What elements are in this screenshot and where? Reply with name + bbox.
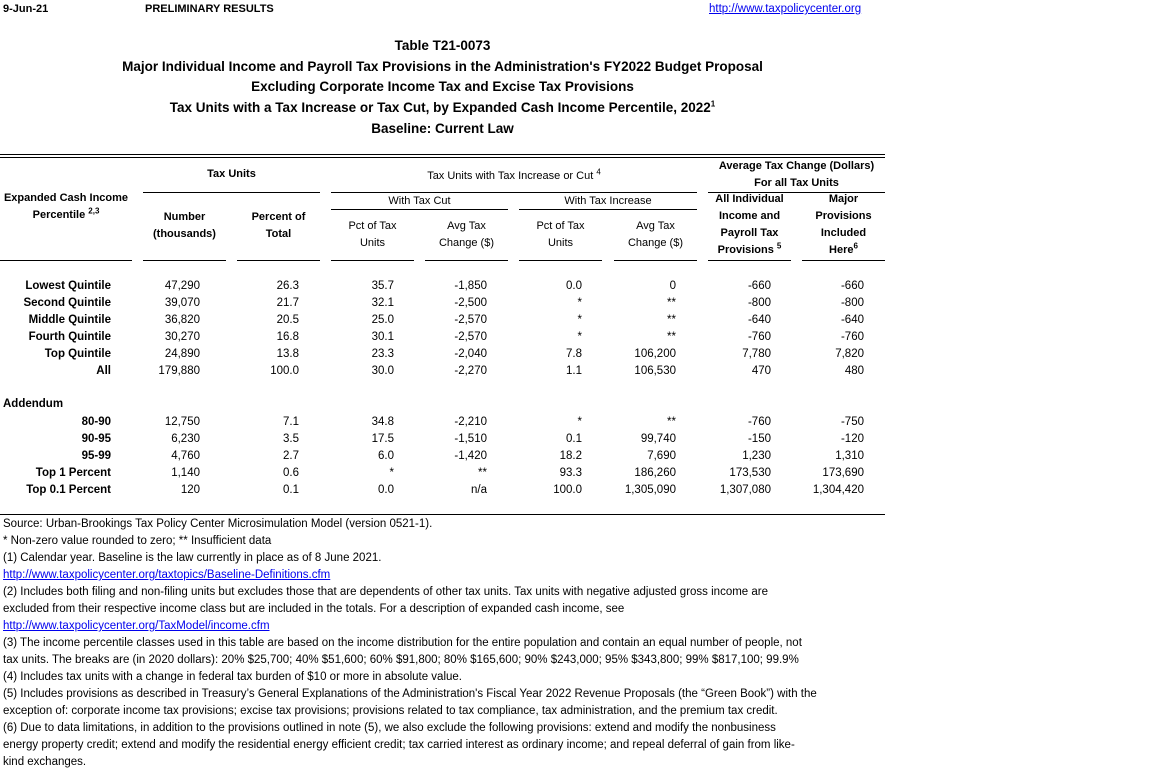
- cell-major-avg: 7,820: [835, 348, 864, 360]
- cell-cut-avg: -1,510: [454, 433, 487, 445]
- cell-cut-avg: -2,210: [454, 416, 487, 428]
- cell-number: 120: [180, 484, 200, 496]
- col-header-percentile: Expanded Cash Income Percentile $^{2,3}$: [3, 192, 129, 221]
- rule-with-cut: [331, 209, 508, 210]
- cell-cut-pct: 17.5: [371, 433, 394, 445]
- row-label: 80-90: [81, 416, 111, 428]
- cell-cut-avg: -2,570: [454, 314, 487, 326]
- cell-inc-avg: **: [667, 416, 676, 428]
- status-label: PRELIMINARY RESULTS: [145, 3, 274, 15]
- rule-with-increase: [519, 209, 697, 210]
- row-label: Fourth Quintile: [28, 331, 111, 343]
- cell-cut-pct: 32.1: [371, 297, 394, 309]
- rule-col5: [425, 260, 508, 261]
- cell-all-avg: 470: [751, 365, 771, 377]
- cell-all-avg: 7,780: [742, 348, 771, 360]
- footnote-line: (1) Calendar year. Baseline is the law currently in place as of 8 June 2021.: [3, 552, 382, 564]
- cell-cut-pct: 34.8: [371, 416, 394, 428]
- footnote-line: (4) Includes tax units with a change in federal tax burden of $10 or more in absolute value.: [3, 671, 462, 683]
- footnote-line: exception of: corporate income tax provisions; excise tax provisions; provisions related to tax compliance, tax administration, and the premium tax credit.: [3, 705, 778, 717]
- cell-all-avg: 1,307,080: [719, 484, 771, 496]
- footnote-line: tax units. The breaks are (in 2020 dollars): 20% $25,700; 40% $51,600; 60% $91,800; 80% $165,600; 90% $243,000; 95% $343,800; 99% $817,100; 99.9%: [3, 654, 799, 666]
- col-header-percent: Percent of Total: [251, 211, 306, 240]
- col-header-number: Number (thousands): [153, 211, 216, 240]
- cell-number: 30,270: [164, 331, 200, 343]
- cell-percent: 26.3: [276, 280, 299, 292]
- footnote-line: Source: Urban-Brookings Tax Policy Center Microsimulation Model (version 0521-1).: [3, 518, 433, 530]
- cell-cut-avg: **: [478, 467, 487, 479]
- cell-inc-avg: 186,260: [634, 467, 676, 479]
- footnote-line: excluded from their respective income class but are included in the totals. For a description of expanded cash income, see: [3, 603, 625, 615]
- cell-number: 39,070: [164, 297, 200, 309]
- footnote-line: kind exchanges.: [3, 756, 87, 768]
- cell-cut-pct: 25.0: [371, 314, 394, 326]
- row-label: Lowest Quintile: [25, 280, 111, 292]
- col-group-increase-cut: Tax Units with Tax Increase or Cut $^4$: [427, 167, 601, 182]
- cell-cut-pct: 30.1: [371, 331, 394, 343]
- cell-number: 24,890: [164, 348, 200, 360]
- rule-col7: [614, 260, 697, 261]
- cell-cut-pct: 30.0: [371, 365, 394, 377]
- col-header-inc-avg: Avg Tax Change ($): [627, 220, 684, 249]
- rule-col6: [519, 260, 602, 261]
- col-header-all-provisions: All Individual Income and Payroll Tax Provisions $^5$: [715, 193, 784, 256]
- report-date: 9-Jun-21: [3, 3, 49, 15]
- cell-percent: 0.6: [283, 467, 299, 479]
- cell-all-avg: -640: [747, 314, 771, 326]
- rule-tax-units: [143, 192, 320, 193]
- footnote-line: * Non-zero value rounded to zero; ** Insufficient data: [3, 535, 272, 547]
- cell-inc-pct: 93.3: [559, 467, 582, 479]
- col-group-tax-units: Tax Units: [207, 168, 256, 180]
- cell-inc-avg: 99,740: [640, 433, 676, 445]
- cell-percent: 0.1: [283, 484, 299, 496]
- cell-cut-avg: -1,420: [454, 450, 487, 462]
- cell-number: 47,290: [164, 280, 200, 292]
- cell-number: 12,750: [164, 416, 200, 428]
- cell-cut-pct: *: [389, 467, 394, 479]
- footnote-line: (2) Includes both filing and non-filing units but excludes those that are dependents of other tax units. Tax units with negative adjusted gross income are: [3, 586, 769, 598]
- row-label: Middle Quintile: [28, 314, 111, 326]
- col-header-cut-pct: Pct of Tax Units: [348, 220, 397, 249]
- cell-inc-avg: 0: [669, 280, 676, 292]
- cell-percent: 100.0: [270, 365, 299, 377]
- cell-cut-pct: 0.0: [378, 484, 394, 496]
- cell-cut-pct: 35.7: [371, 280, 394, 292]
- row-label: Top 0.1 Percent: [26, 484, 111, 496]
- cell-percent: 2.7: [283, 450, 299, 462]
- cell-inc-avg: **: [667, 331, 676, 343]
- cell-all-avg: -760: [747, 416, 771, 428]
- footnote-line: (6) Due to data limitations, in addition to the provisions outlined in note (5), we also exclude the following provisions: extend and modify the nonbusiness: [3, 722, 776, 734]
- col-group-with-cut: With Tax Cut: [388, 195, 451, 207]
- cell-inc-pct: 100.0: [553, 484, 582, 496]
- cell-inc-avg: 106,530: [634, 365, 676, 377]
- cell-cut-pct: 6.0: [378, 450, 394, 462]
- cell-number: 4,760: [171, 450, 200, 462]
- cell-major-avg: -640: [840, 314, 864, 326]
- cell-inc-pct: *: [577, 297, 582, 309]
- row-label: All: [96, 365, 111, 377]
- cell-cut-avg: -2,040: [454, 348, 487, 360]
- row-label: Second Quintile: [23, 297, 111, 309]
- cell-number: 6,230: [171, 433, 200, 445]
- cell-inc-avg: 106,200: [634, 348, 676, 360]
- cell-inc-pct: 18.2: [559, 450, 582, 462]
- cell-percent: 7.1: [283, 416, 299, 428]
- table-title-line3: Tax Units with a Tax Increase or Tax Cut, by Expanded Cash Income Percentile, 2022$^1$: [169, 99, 716, 115]
- cell-inc-pct: *: [577, 416, 582, 428]
- row-label: 95-99: [81, 450, 111, 462]
- cell-cut-avg: n/a: [471, 484, 487, 496]
- cell-percent: 3.5: [283, 433, 299, 445]
- cell-cut-avg: -2,500: [454, 297, 487, 309]
- col-header-cut-avg: Avg Tax Change ($): [438, 220, 495, 249]
- cell-all-avg: -150: [747, 433, 771, 445]
- rule-col2: [143, 260, 226, 261]
- cell-all-avg: -800: [747, 297, 771, 309]
- addendum-label: Addendum: [3, 398, 64, 410]
- rule-col9: [802, 260, 885, 261]
- cell-cut-avg: -2,570: [454, 331, 487, 343]
- footnote-line: (3) The income percentile classes used in this table are based on the income distribution for the entire population and contain an equal number of people, not: [3, 637, 802, 649]
- cell-percent: 13.8: [276, 348, 299, 360]
- cell-number: 36,820: [164, 314, 200, 326]
- rule-col4: [331, 260, 414, 261]
- cell-major-avg: 173,690: [822, 467, 864, 479]
- cell-percent: 20.5: [276, 314, 299, 326]
- cell-inc-avg: **: [667, 314, 676, 326]
- cell-percent: 16.8: [276, 331, 299, 343]
- cell-inc-pct: 0.1: [566, 433, 582, 445]
- cell-inc-avg: **: [667, 297, 676, 309]
- footnote-line: energy property credit; extend and modify the residential energy efficient credit; tax carried interest as ordinary income; and repeal deferral of gain from like-: [3, 739, 795, 751]
- cell-major-avg: -800: [840, 297, 864, 309]
- cell-major-avg: -120: [840, 433, 864, 445]
- table-title-line2: Excluding Corporate Income Tax and Excise Tax Provisions: [251, 79, 634, 94]
- cell-cut-avg: -2,270: [454, 365, 487, 377]
- table-baseline: Baseline: Current Law: [371, 121, 514, 136]
- col-group-with-increase: With Tax Increase: [564, 195, 652, 207]
- cell-number: 1,140: [171, 467, 200, 479]
- cell-inc-avg: 7,690: [647, 450, 676, 462]
- table-id: Table T21-0073: [394, 38, 491, 53]
- cell-inc-avg: 1,305,090: [624, 484, 676, 496]
- footnote-ref: 1: [710, 99, 716, 109]
- cell-number: 179,880: [158, 365, 200, 377]
- row-label: Top Quintile: [44, 348, 111, 360]
- cell-all-avg: -760: [747, 331, 771, 343]
- rule-col3: [237, 260, 320, 261]
- bottom-rule: [0, 514, 885, 515]
- cell-inc-pct: *: [577, 331, 582, 343]
- tpc-website-link[interactable]: http://www.taxpolicycenter.org: [709, 3, 862, 15]
- cell-inc-pct: 7.8: [566, 348, 582, 360]
- footnote-line: (5) Includes provisions as described in Treasury’s General Explanations of the Administration's Fiscal Year 2022 Revenue Proposals (the “Green Book”) with the: [3, 688, 817, 700]
- rule-col1: [0, 260, 132, 261]
- cell-inc-pct: 1.1: [566, 365, 582, 377]
- table-title-line1: Major Individual Income and Payroll Tax Provisions in the Administration's FY2022 Budget Proposal: [122, 59, 763, 74]
- cell-inc-pct: 0.0: [566, 280, 582, 292]
- cell-major-avg: -760: [840, 331, 864, 343]
- footnote-link[interactable]: http://www.taxpolicycenter.org/taxtopics/Baseline-Definitions.cfm: [3, 569, 331, 581]
- cell-all-avg: -660: [747, 280, 771, 292]
- row-label: 90-95: [81, 433, 111, 445]
- cell-cut-avg: -1,850: [454, 280, 487, 292]
- cell-major-avg: -750: [840, 416, 864, 428]
- col-header-major-provisions: Major Provisions Included Here$^6$: [815, 193, 872, 256]
- footnote-link[interactable]: http://www.taxpolicycenter.org/TaxModel/income.cfm: [3, 620, 270, 632]
- cell-major-avg: 1,304,420: [812, 484, 864, 496]
- cell-all-avg: 173,530: [729, 467, 771, 479]
- cell-major-avg: 480: [844, 365, 864, 377]
- cell-all-avg: 1,230: [742, 450, 771, 462]
- row-label: Top 1 Percent: [35, 467, 111, 479]
- cell-major-avg: 1,310: [835, 450, 864, 462]
- col-group-average-change: Average Tax Change (Dollars) For all Tax Units: [718, 160, 875, 189]
- cell-percent: 21.7: [276, 297, 299, 309]
- cell-inc-pct: *: [577, 314, 582, 326]
- top-rule: [0, 154, 885, 155]
- cell-major-avg: -660: [840, 280, 864, 292]
- rule-col8: [708, 260, 791, 261]
- cell-cut-pct: 23.3: [371, 348, 394, 360]
- col-header-inc-pct: Pct of Tax Units: [536, 220, 585, 249]
